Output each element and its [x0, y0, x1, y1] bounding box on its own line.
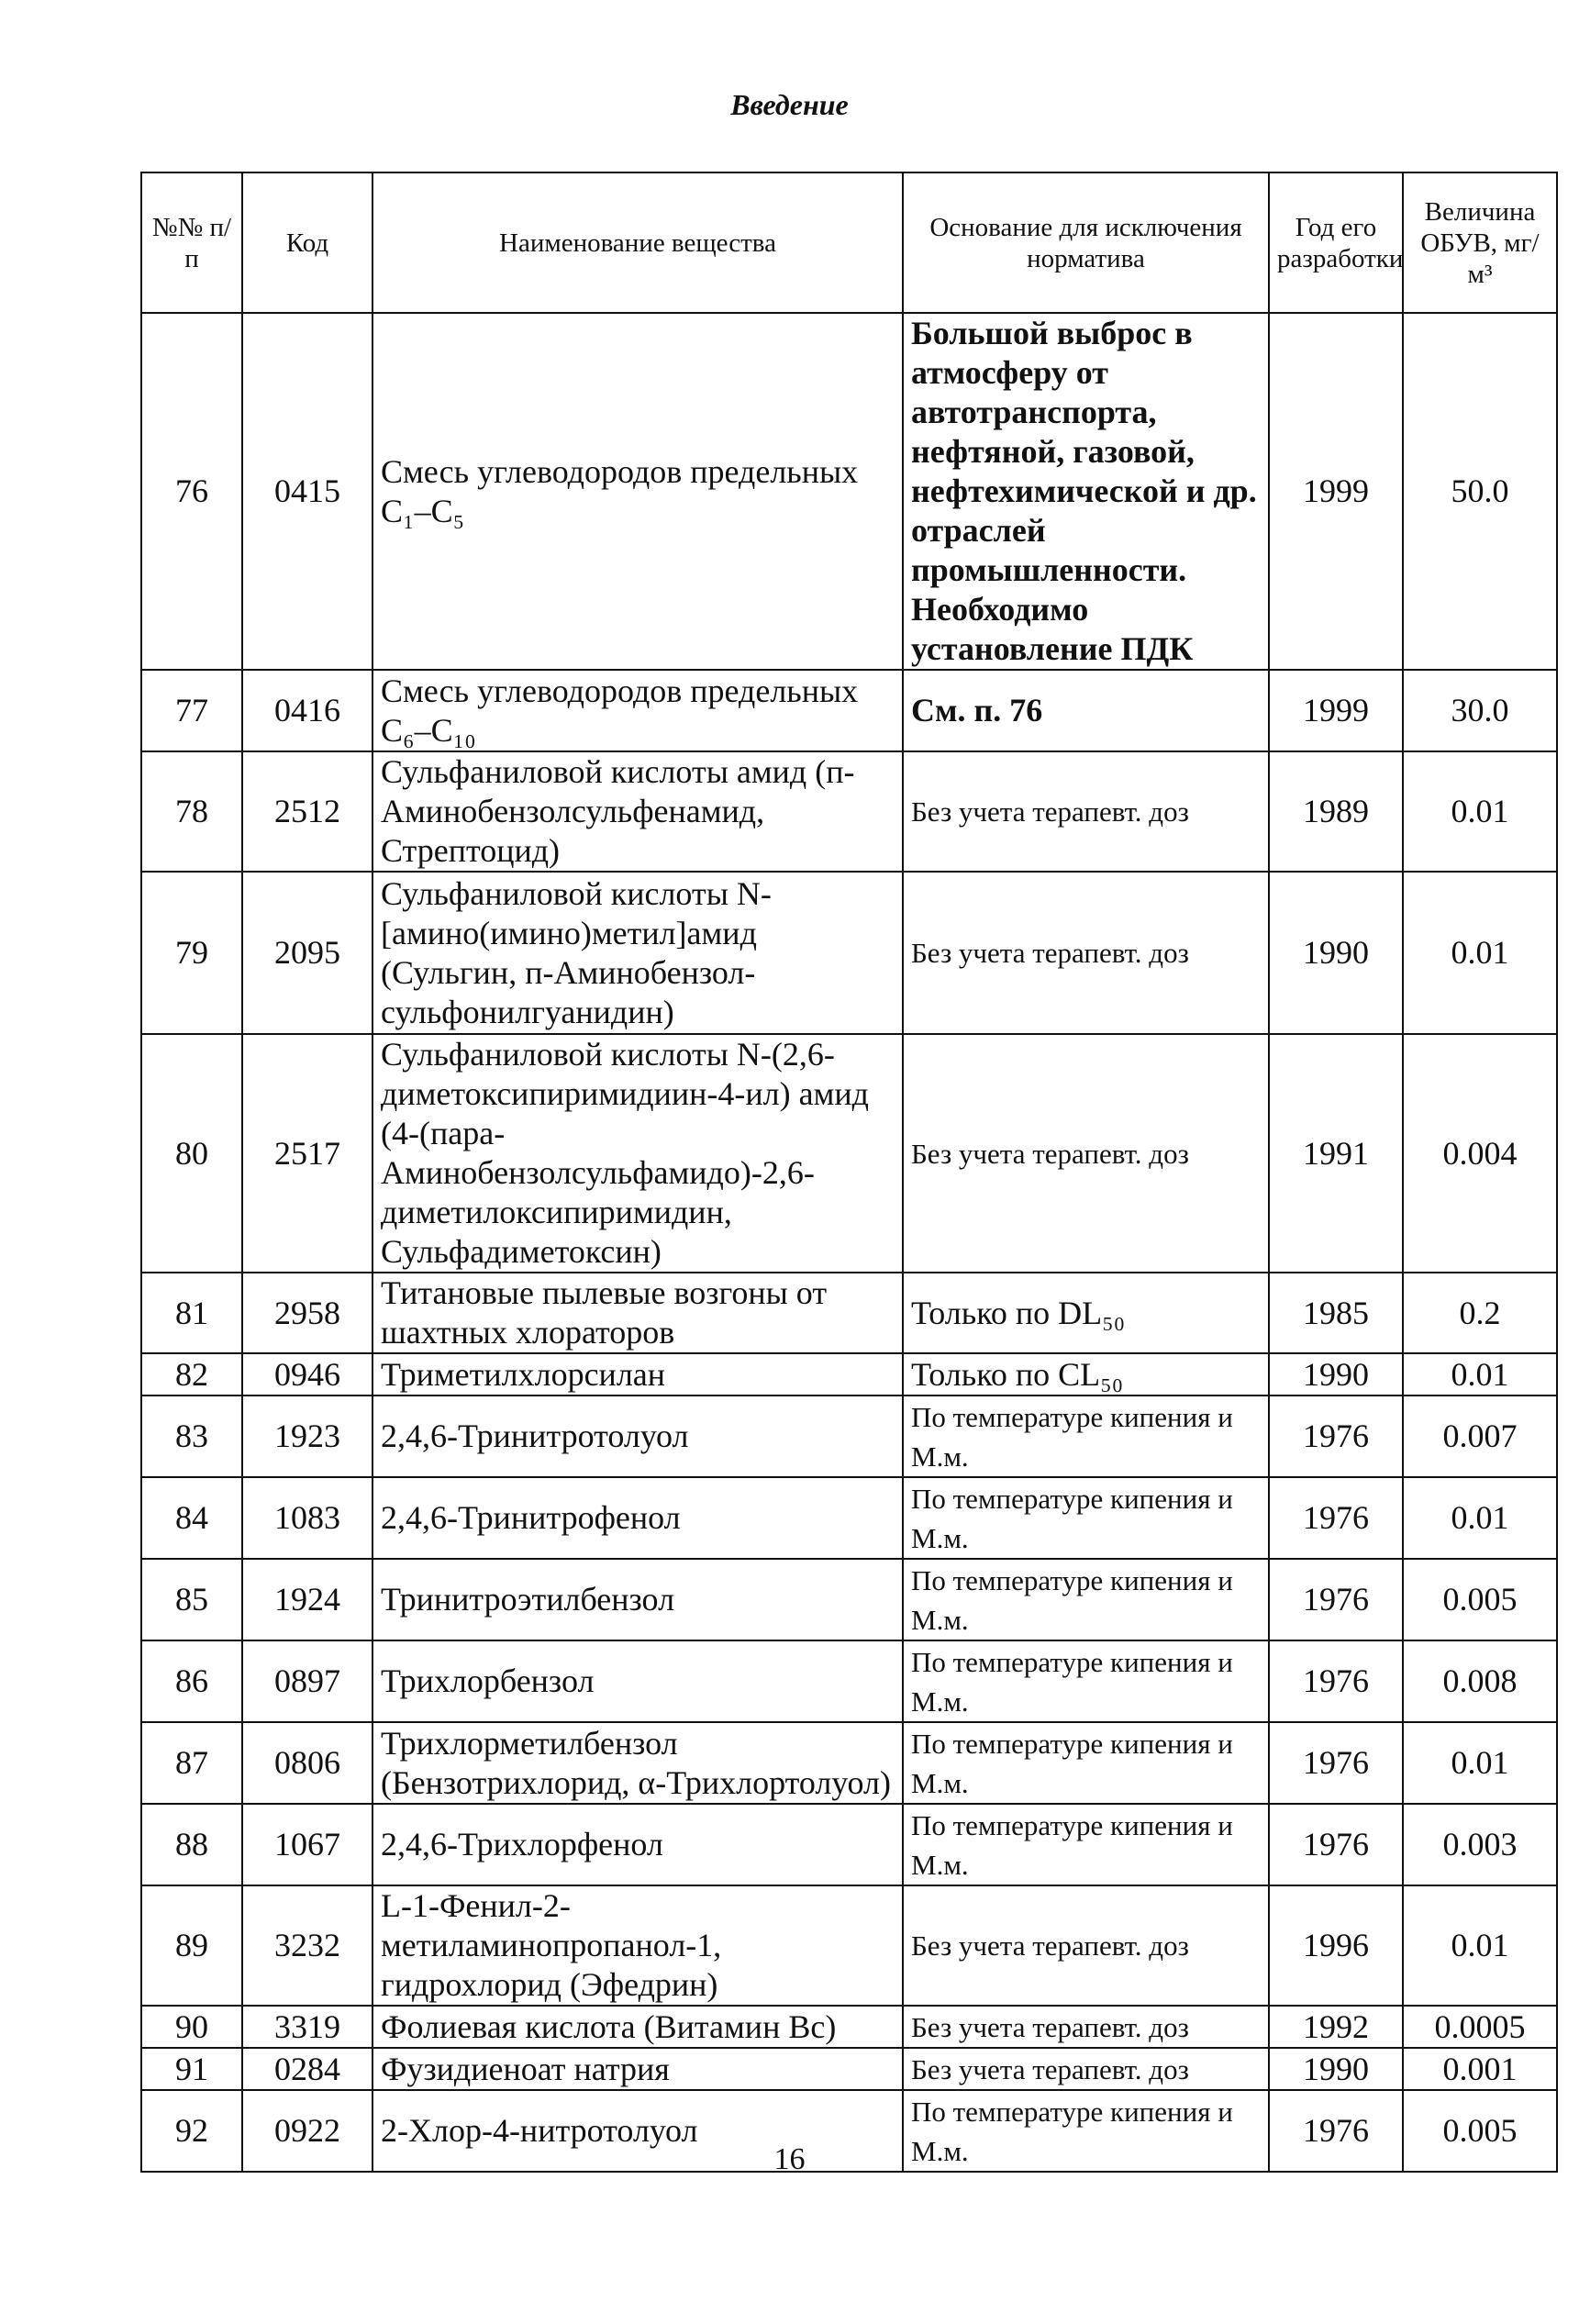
row-basis: Без учета терапевт. доз	[903, 1885, 1269, 2006]
row-year: 1976	[1269, 1396, 1403, 1477]
row-basis: Без учета терапевт. доз	[903, 2048, 1269, 2090]
row-year: 1996	[1269, 1885, 1403, 2006]
row-value: 0.01	[1403, 1885, 1557, 2006]
row-code: 0922	[242, 2090, 373, 2172]
row-basis: По температуре кипения и М.м.	[903, 2090, 1269, 2172]
row-code: 3319	[242, 2006, 373, 2048]
row-code: 0416	[242, 670, 373, 751]
table-row	[141, 1477, 1557, 1559]
header-year: Год его разработки	[1269, 172, 1403, 313]
row-basis: По температуре кипения и М.м.	[903, 1477, 1269, 1559]
row-basis: По температуре кипения и М.м.	[903, 1396, 1269, 1477]
row-year: 1985	[1269, 1273, 1403, 1353]
row-num: 87	[141, 1722, 242, 1804]
table-row	[141, 313, 1557, 670]
row-code: 0415	[242, 313, 373, 670]
row-name: 2,4,6-Трихлорфенол	[373, 1804, 903, 1885]
row-value: 0.01	[1403, 1477, 1557, 1559]
running-head: Введение	[730, 88, 849, 121]
row-year: 1976	[1269, 1559, 1403, 1640]
row-code: 0897	[242, 1640, 373, 1722]
row-name: 2,4,6-Тринитрофенол	[373, 1477, 903, 1559]
table-row	[141, 872, 1557, 1034]
row-name: Смесь углеводородов предельных C₁–C₅	[373, 313, 903, 670]
row-code: 2095	[242, 872, 373, 1034]
header-num: №№ п/п	[141, 172, 242, 313]
row-num: 90	[141, 2006, 242, 2048]
header-code: Код	[242, 172, 373, 313]
row-num: 82	[141, 1353, 242, 1396]
row-name: Сульфаниловой кислоты амид (п-Аминобензолсульфенамид, Стрептоцид)	[373, 751, 903, 872]
row-name: Трихлорметилбензол (Бензотрихлорид, α-Трихлортолуол)	[373, 1722, 903, 1804]
row-year: 1989	[1269, 751, 1403, 872]
row-year: 1976	[1269, 1640, 1403, 1722]
row-value: 0.01	[1403, 1722, 1557, 1804]
row-name: Тринитроэтилбензол	[373, 1559, 903, 1640]
row-basis: См. п. 76	[903, 670, 1269, 751]
row-basis: Без учета терапевт. доз	[903, 2006, 1269, 2048]
table-row	[141, 670, 1557, 751]
table-row	[141, 1353, 1557, 1396]
row-name: Смесь углеводородов предельных C₆–C₁₀	[373, 670, 903, 751]
row-name: 2-Хлор-4-нитротолуол	[373, 2090, 903, 2172]
row-year: 1990	[1269, 1353, 1403, 1396]
row-value: 0.0005	[1403, 2006, 1557, 2048]
row-num: 81	[141, 1273, 242, 1353]
substance-table	[140, 172, 1558, 2173]
row-value: 0.003	[1403, 1804, 1557, 1885]
table-row	[141, 1559, 1557, 1640]
row-value: 0.2	[1403, 1273, 1557, 1353]
row-num: 92	[141, 2090, 242, 2172]
row-basis: Без учета терапевт. доз	[903, 751, 1269, 872]
row-num: 78	[141, 751, 242, 872]
row-value: 0.004	[1403, 1034, 1557, 1273]
row-year: 1976	[1269, 1722, 1403, 1804]
row-value: 30.0	[1403, 670, 1557, 751]
row-value: 0.001	[1403, 2048, 1557, 2090]
row-name: Фузидиеноат натрия	[373, 2048, 903, 2090]
row-year: 1976	[1269, 1804, 1403, 1885]
row-code: 1067	[242, 1804, 373, 1885]
row-num: 88	[141, 1804, 242, 1885]
row-basis: Только по CL₅₀	[903, 1353, 1269, 1396]
row-code: 0946	[242, 1353, 373, 1396]
row-year: 1999	[1269, 313, 1403, 670]
row-year: 1999	[1269, 670, 1403, 751]
row-value: 0.01	[1403, 1353, 1557, 1396]
row-num: 76	[141, 313, 242, 670]
header-basis: Основание для исключения норматива	[903, 172, 1269, 313]
row-name: 2,4,6-Тринитротолуол	[373, 1396, 903, 1477]
header-row	[141, 172, 1557, 313]
row-basis: Большой выброс в атмосферу от автотранспорта, нефтяной, газовой, нефтехимической и др. отраслей промышленности. Необходимо установление ПДК	[903, 313, 1269, 670]
row-basis: По температуре кипения и М.м.	[903, 1804, 1269, 1885]
row-name: Титановые пылевые возгоны от шахтных хлораторов	[373, 1273, 903, 1353]
row-num: 79	[141, 872, 242, 1034]
row-year: 1990	[1269, 2048, 1403, 2090]
row-basis: Только по DL₅₀	[903, 1273, 1269, 1353]
row-basis: По температуре кипения и М.м.	[903, 1559, 1269, 1640]
table-row	[141, 2048, 1557, 2090]
row-num: 84	[141, 1477, 242, 1559]
row-num: 83	[141, 1396, 242, 1477]
row-value: 0.007	[1403, 1396, 1557, 1477]
row-code: 2512	[242, 751, 373, 872]
row-code: 1083	[242, 1477, 373, 1559]
row-num: 80	[141, 1034, 242, 1273]
row-year: 1992	[1269, 2006, 1403, 2048]
table-row	[141, 1722, 1557, 1804]
row-value: 0.01	[1403, 872, 1557, 1034]
row-num: 77	[141, 670, 242, 751]
table-row	[141, 1034, 1557, 1273]
row-value: 0.005	[1403, 2090, 1557, 2172]
row-year: 1990	[1269, 872, 1403, 1034]
table-row	[141, 2006, 1557, 2048]
table-row	[141, 1396, 1557, 1477]
row-basis: По температуре кипения и М.м.	[903, 1722, 1269, 1804]
row-name: Сульфаниловой кислоты N-(2,6-диметоксипиримидиин-4-ил) амид (4-(пара-Аминобензолсульфамидо)-2,6-диметилоксипиримидин, Сульфадиметоксин)	[373, 1034, 903, 1273]
row-name: Трихлорбензол	[373, 1640, 903, 1722]
row-num: 89	[141, 1885, 242, 2006]
row-num: 86	[141, 1640, 242, 1722]
row-code: 2958	[242, 1273, 373, 1353]
row-year: 1976	[1269, 1477, 1403, 1559]
table-row	[141, 751, 1557, 872]
header-name: Наименование вещества	[373, 172, 903, 313]
row-code: 2517	[242, 1034, 373, 1273]
row-code: 1923	[242, 1396, 373, 1477]
row-basis: По температуре кипения и М.м.	[903, 1640, 1269, 1722]
page-number: 16	[773, 2142, 806, 2176]
row-code: 0806	[242, 1722, 373, 1804]
row-basis: Без учета терапевт. доз	[903, 872, 1269, 1034]
row-year: 1991	[1269, 1034, 1403, 1273]
table-row	[141, 1640, 1557, 1722]
row-value: 50.0	[1403, 313, 1557, 670]
table-row	[141, 1885, 1557, 2006]
row-name: Сульфаниловой кислоты N-[амино(имино)метил]амид (Сульгин, п-Аминобензол-сульфонилгуанидин)	[373, 872, 903, 1034]
table-row	[141, 1804, 1557, 1885]
row-value: 0.008	[1403, 1640, 1557, 1722]
table-row	[141, 1273, 1557, 1353]
row-code: 3232	[242, 1885, 373, 2006]
row-code: 0284	[242, 2048, 373, 2090]
row-basis: Без учета терапевт. доз	[903, 1034, 1269, 1273]
row-value: 0.005	[1403, 1559, 1557, 1640]
row-name: Фолиевая кислота (Витамин Вс)	[373, 2006, 903, 2048]
row-name: L-1-Фенил-2-метиламинопропанол-1, гидрохлорид (Эфедрин)	[373, 1885, 903, 2006]
row-code: 1924	[242, 1559, 373, 1640]
row-name: Триметилхлорсилан	[373, 1353, 903, 1396]
row-num: 85	[141, 1559, 242, 1640]
row-value: 0.01	[1403, 751, 1557, 872]
row-year: 1976	[1269, 2090, 1403, 2172]
header-value: Величина ОБУВ, мг/м³	[1403, 172, 1557, 313]
row-num: 91	[141, 2048, 242, 2090]
